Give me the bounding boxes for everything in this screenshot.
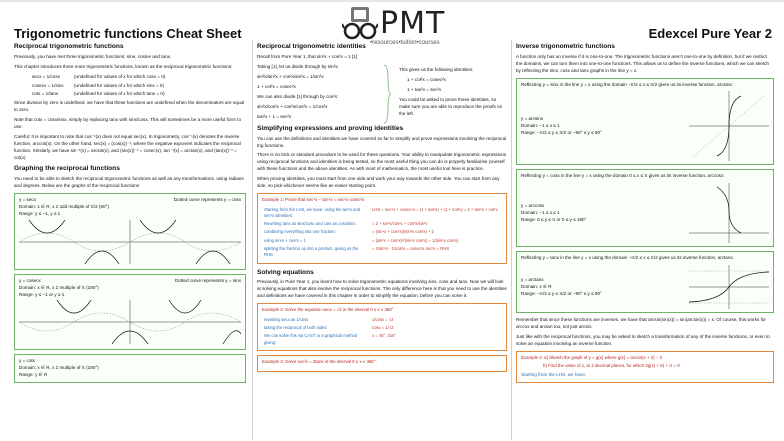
left-column: [14, 42, 246, 440]
middle-column: [257, 42, 507, 440]
example-1-table: [262, 206, 502, 260]
arccos-box: Reflecting y = cosx in the line y = x using the domain 0 ≤ x ≤ π gives us its inverse function, arccosx: y = arccosx Domain: −1 ≤ x ≤ 1 Range: 0 ≤ y ≤ π or 0 ≤ y ≤ 180°: [516, 169, 774, 247]
section-heading: Solving equations: [257, 268, 314, 276]
paragraph: There is no trick or standard procedure to be used for these questions. Your ability to manipulate trigonometric expressions using reciprocal functions and identities is being tested, so the most useful thing you can do is properly familiarise yourself with these functions and the above identities. As with most of mathematics, the most useful tool here is practice.: [257, 152, 507, 172]
paragraph: Note that cotx = cosx/sinx, simply by replacing tanx with sinx/cosx. This will sometimes be a more useful form to use.: [14, 117, 242, 130]
table-row: Starting from the LHS, we have: using the tan²x and sec²x identities: LHS = sec⁴x + cosec⁴x = (1 + tan²x) + (1 + cot²x) = 2 + tan²x + cot²x: [264, 206, 498, 218]
table-row: taking the reciprocal of both sides: cosx = 1/√2: [264, 325, 394, 331]
paragraph: Since division by zero is undefined, we have that these functions are undefined when the denominators are equal to zero.: [14, 100, 245, 113]
arccos-graph: [689, 183, 769, 243]
table-row: rewriting secx as 1/cosx 1/cosx = √2: [264, 316, 394, 322]
definition-row: cotx = 1/tanx (undefined for values of x for which tanx = 0): [32, 91, 165, 97]
logo-tagline: •resources•tuition•courses: [370, 40, 440, 46]
table-row: using sin²x + cos²x = 1 = (sin²x + cos²x)²/(sin²x cos²x) = 1/(sin²x cos²x): [264, 237, 459, 243]
paragraph: This chapter introduces three more trigonometric functions, known as the reciprocal trigonometric functions:: [14, 63, 233, 69]
paragraph: You can use the definitions and identities we have covered so far to simplify and prove expressions involving the reciprocal trig functions.: [257, 135, 507, 148]
paragraph: A function only has an inverse if it is one-to-one. The trigonometric functions aren't one-to-one by definition, but if we restrict the domains, we can turn them into one-to-one functions. This allows us to define the inverse functions, which we can sketch by reflecting the sinx, cosx and tanx graphs in the line y = x.: [516, 53, 769, 73]
example-3-box: Example 3: Solve sec²x = 3tanx in the interval 0 ≤ x ≤ 360°.: [257, 355, 507, 372]
paragraph: When proving identities, you must start from one side and work your way towards the other side. You can start from any side, so pick whichever seems like an easier starting point.: [257, 176, 500, 189]
cosec-graph: [19, 300, 241, 344]
paragraph: Remember that since these functions are inverses, we have that arcsin(sin(x)) = sin(arcsin(x)) = x. Of course, this works for arccos and arctan too, not just arcsin.: [516, 317, 766, 330]
table-row: combining everything into one fraction: = (sin⁴x + cos⁴x)/(sin²x cos²x) + 2: [264, 229, 434, 235]
identity-derivation: Taking [1], let us divide through by sin²x: sin²x/sin²x + cos²x/sin²x = 1/sin²x 1 + cot²x = cosec²x We can also divide [1] through by cos²x: sin²x/cos²x + cos²x/cos²x = 1/cos²x tan²x + 1 = sec²x This gives us the following identities: 1 + cot²x = cosec²x 1 + tan²x = sec²x You could be asked to prove these identities, so make sure you are able to reproduce the proofs on the left.: [257, 64, 507, 124]
sec-graph: [19, 220, 241, 264]
paragraph: Previously, in Pure Year 1, you learnt how to solve trigonometric equations involving sinx, cosx and tanx. Now we will look at solving equations that also involve the reciprocal functions. The only difference here is that you need to use the identities and definitions we have covered in this chapter in order to simplify the equation, before you can solve it.: [257, 279, 507, 299]
section-heading: Reciprocal trigonometric identities: [257, 43, 366, 50]
arctan-graph: [689, 265, 769, 309]
course-title: Edexcel Pure Year 2: [648, 26, 772, 41]
column-divider: [511, 40, 512, 440]
graph-box-cosec: y = cosecx Domain: x ∈ R, x ≠ multiple of π (180°) Range: y ≤ −1 or y ≥ 1 Dotted curve represents y = sinx: [14, 274, 246, 351]
paragraph: Just like with the reciprocal functions, you may be asked to sketch a transformation of any of the inverse functions, or even to solve an equation involving an inverse function.: [516, 334, 770, 346]
table-row: splitting the fraction up into a product, giving us the RHS. = 1/sin²x · 1/cos²x = cosec²x sec²x = RHS: [264, 246, 450, 258]
definition-row: secx = 1/cosx (undefined for values of x for which cosx = 0): [32, 73, 166, 79]
section-heading: Graphing the reciprocal functions: [14, 165, 120, 173]
definition-row: cosecx = 1/sinx (undefined for values of x for which sinx = 0): [32, 82, 165, 88]
paragraph: Previously, you have met three trigonometric functions; sine, cosine and tanx.: [14, 53, 172, 59]
glasses-icon: [342, 4, 378, 42]
brace-icon: [383, 64, 391, 124]
column-divider: [252, 40, 253, 440]
example-2-box: Example 2: Solve the equation secx = √2 in the interval 0 ≤ x ≤ 360° rewriting secx as 1/cosx 1/cosx = √2 taking the reciprocal of both sides: cosx = 1/√2 We can solve this via CAST or a graphical method giving: x = 45°, 315°: [257, 303, 507, 351]
graph-box-cot: y = cotx Domain: x ∈ R, x ≠ multiple of π (180°) Range: y ∈ R: [14, 354, 246, 383]
logo-wordmark: PMT: [380, 6, 446, 41]
paragraph: You need to be able to sketch the reciprocal trigonometric functions as well as any transformations, using radians and degrees. Below are the graphs of the reciprocal functions: [14, 176, 244, 189]
paragraph: Recall from Pure Year 1, that sin²x + cos²x = 1 [1]: [257, 53, 358, 59]
paragraph: Careful: It is important to note that cos⁻¹(x) does not equal sec(x). In trigonometry, cos⁻¹(x) denotes the inverse function, arccos(x). On the other hand, sec(x) = (cos(x))⁻¹, where the negative exponent indicates the reciprocal function. Similarly, we have sin⁻¹(x) = arcsin(x), and (sin(x))⁻¹ = cosec(x), tan⁻¹(x) = arctan(x), and (tan(x))⁻¹ = cot(x): [14, 133, 241, 160]
section-heading: Reciprocal trigonometric functions: [14, 43, 124, 50]
example-4-box: Example 4: a) Sketch the graph of y = g(x) where g(x) = arcsin(x + 2) − 2 b) Find the value of x, to 2 decimal places, for which 3g(x) + 5) + π = 0 Starting from the LHS, we have:: [516, 351, 774, 383]
example-2-table: [262, 316, 502, 347]
page-title: Trigonometric functions Cheat Sheet: [14, 26, 242, 41]
arcsin-graph: [689, 91, 769, 161]
table-row: We can solve this via CAST or a graphical method giving: x = 45°, 315°: [264, 333, 397, 345]
example-1-box: Example 1: Prove that sec⁴x − tan⁴x = sec²x cosec²x Starting from the LHS, we have: using the tan²x and sec²x identities: LHS = sec⁴x + cosec⁴x = (1 + tan²x) + (1 + cot²x) = 2 + tan²x + cot²x Rewriting tanx as sinx/cosx and cotx as cosx/sinx = 2 + sin²x/cos²x + cos²x/sin²x combining everything into one fraction: = (sin⁴x + cos⁴x)/(sin²x cos²x) + 2 using sin²x + cos²x = 1 = (sin²x + cos²x)²/(sin²x cos²x) = 1/(sin²x cos²x) splitting the fraction up into a product, giving us the RHS. = 1/sin²x · 1/cos²x = cosec²x sec²x = RHS: [257, 193, 507, 264]
graph-box-sec: y = secx Domain: x ∈ R, x ≠ odd multiple of π/2 (90°) Range: y ≤ −1, y ≥ 1 Dotted curve represents y = cosx: [14, 193, 246, 270]
arcsin-box: Reflecting y = sinx in the line y = x using the domain −π/2 ≤ x ≤ π/2 gives us its inverse function, arcsinx: y = arcsinx Domain: −1 ≤ x ≤ 1 Range: −π/2 ≤ y ≤ π/2 or −90° ≤ y ≤ 90°: [516, 78, 774, 166]
top-border: [0, 0, 784, 2]
section-heading: Simplifying expressions and proving identities: [257, 124, 404, 132]
section-heading: Inverse trigonometric functions: [516, 43, 615, 50]
right-column: [516, 42, 774, 440]
arctan-box: Reflecting y = tanx in the line y = x using the domain −π/2 ≤ x ≤ π/2 gives us its inverse function, arctanx: y = arctanx Domain: x ∈ R Range: −π/2 ≤ y ≤ π/2 or −90° ≤ y ≤ 90°: [516, 251, 774, 313]
table-row: Rewriting tanx as sinx/cosx and cotx as cosx/sinx = 2 + sin²x/cos²x + cos²x/sin²x: [264, 221, 428, 227]
